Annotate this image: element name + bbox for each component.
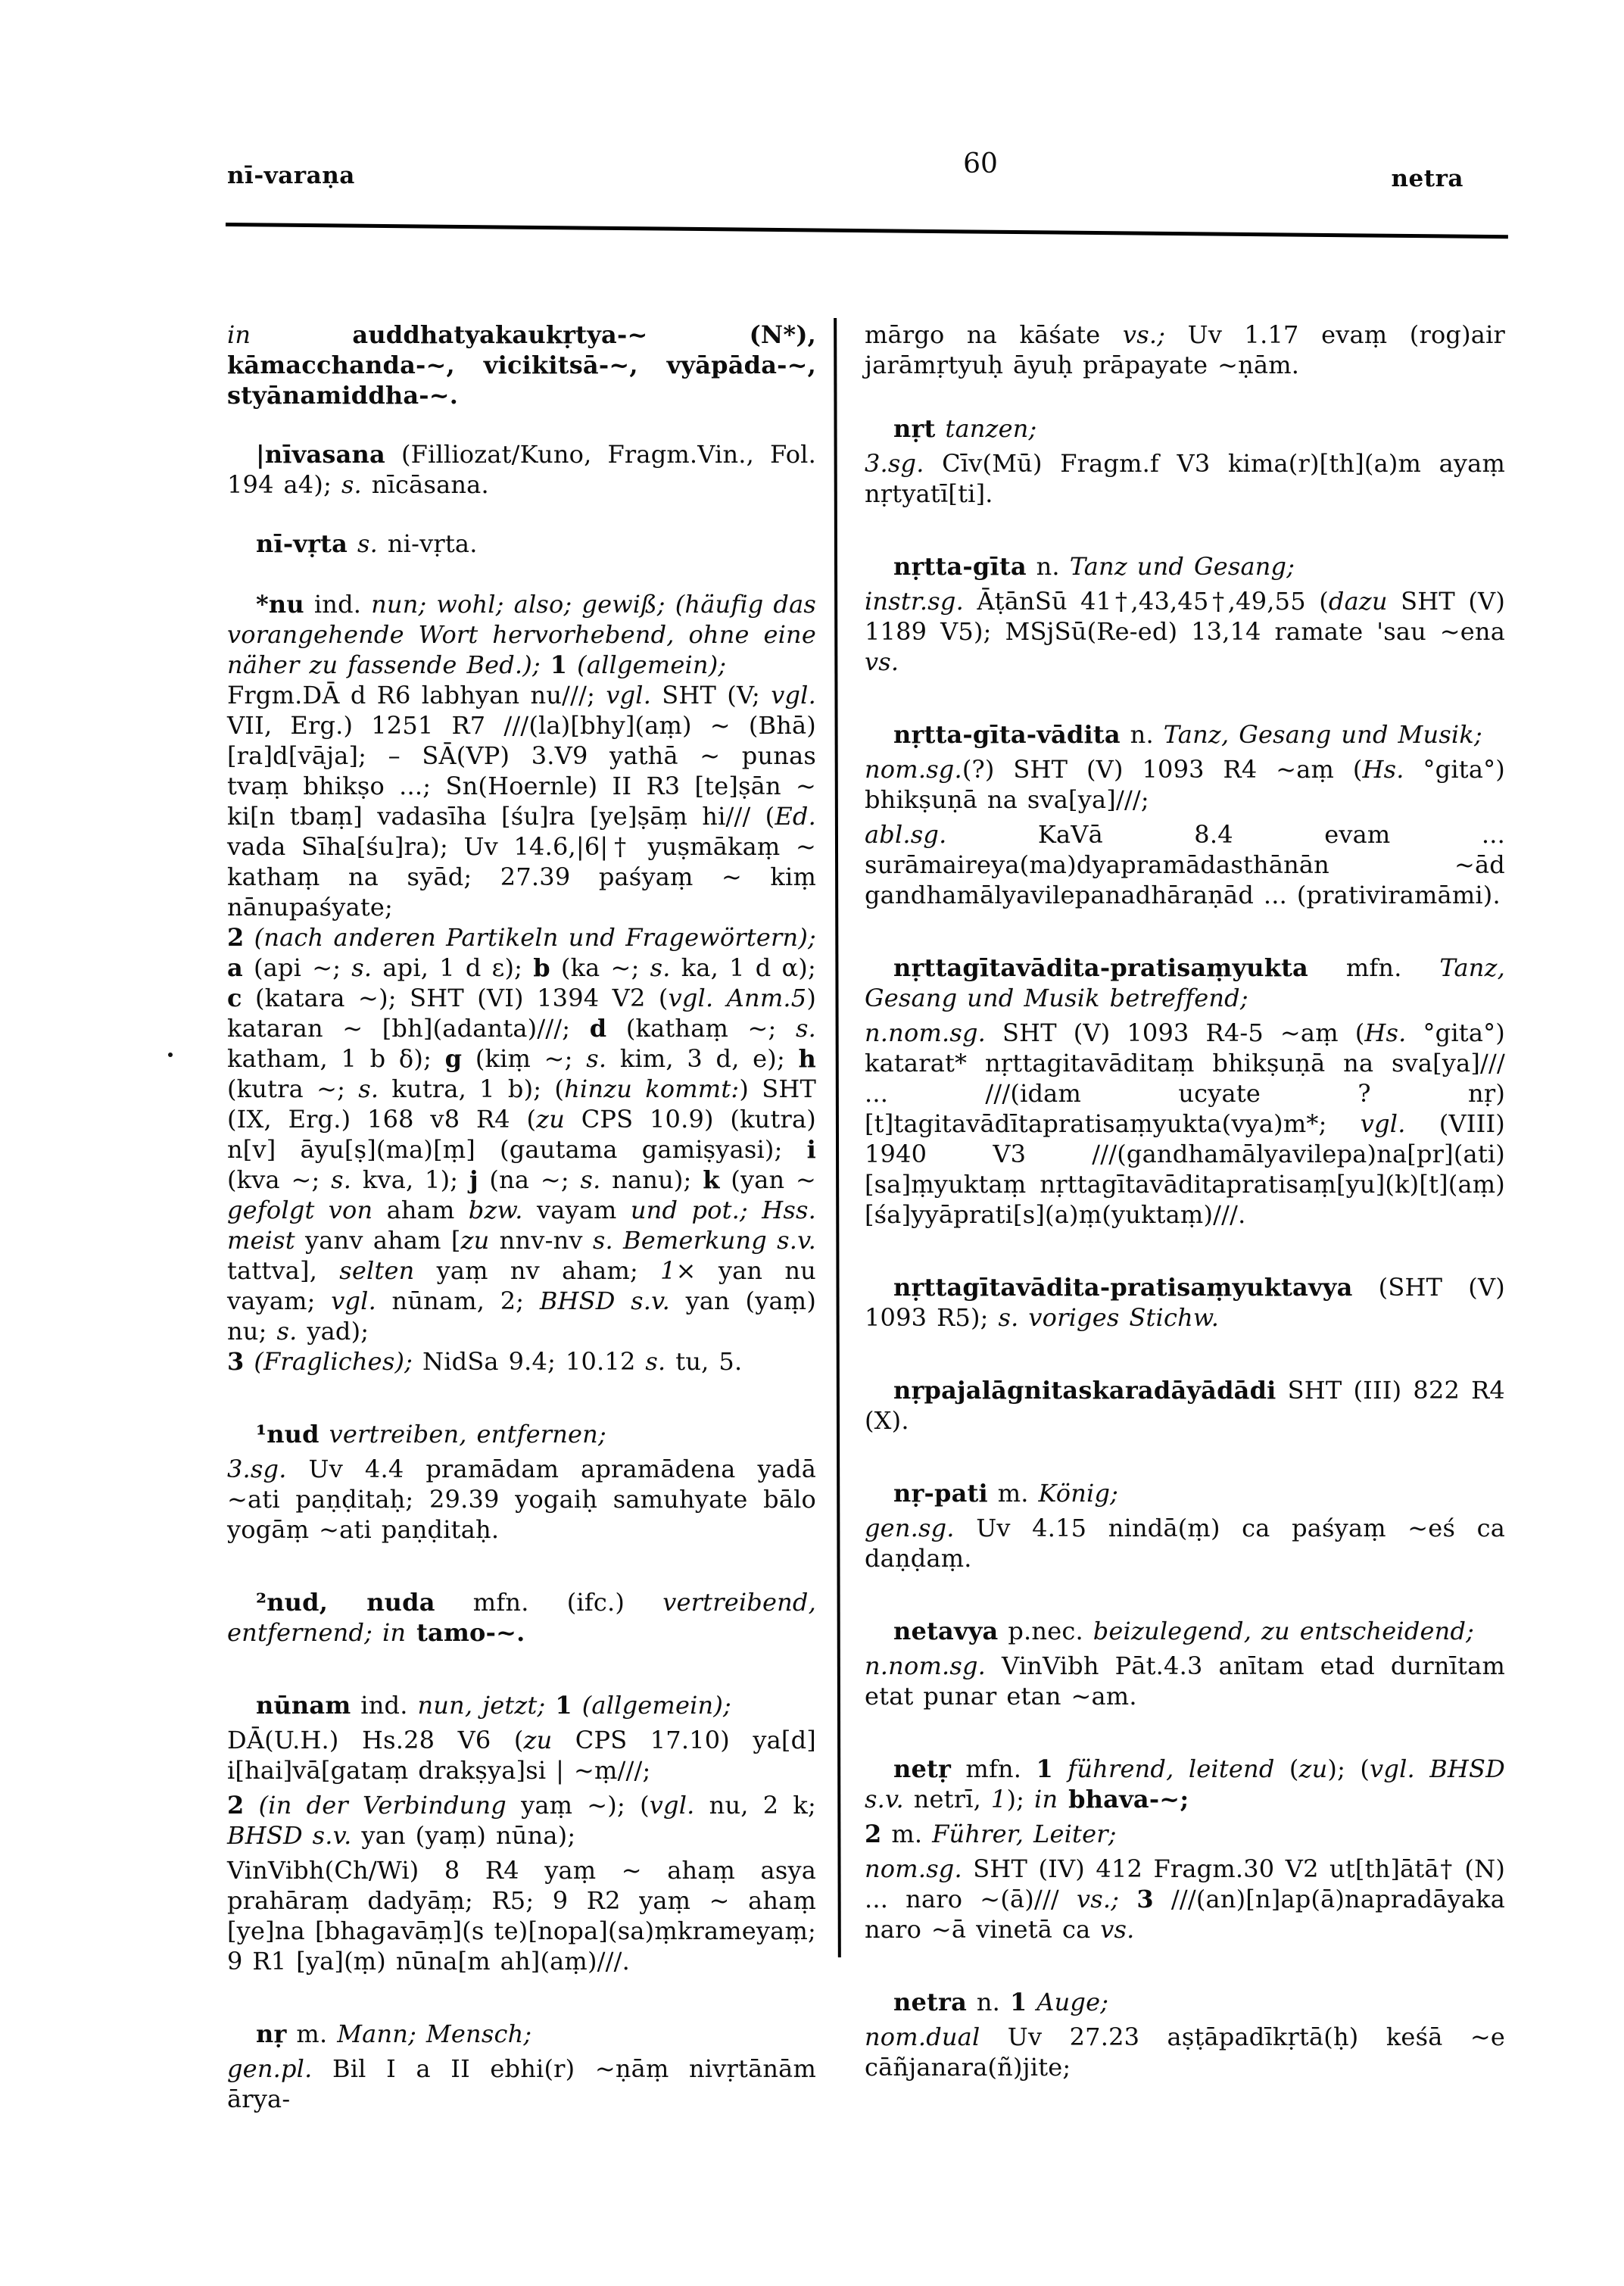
plain-text-segment: ) SHT (IX, Erg.) 168 v8 R4 ( — [227, 1074, 817, 1134]
plain-text-segment: ka, 1 d α); — [670, 953, 816, 982]
plain-text-segment — [936, 414, 946, 443]
bold-text-segment: b — [533, 953, 550, 982]
entry-nivarana-continuation — [227, 320, 816, 410]
plain-text-segment: °gita°) bhikṣuṇā na sva[ya]///; — [865, 755, 1505, 814]
plain-text-segment: DĀ(U.H.) Hs.28 V6 ( — [227, 1726, 524, 1754]
bold-text-segment: 1 — [555, 1691, 572, 1720]
bold-text-segment: |nīvasana — [256, 440, 385, 469]
italic-text-segment: vgl. Anm.5 — [668, 984, 807, 1012]
plain-text-segment: m. — [987, 1479, 1039, 1508]
plain-text-segment — [320, 1420, 329, 1449]
bold-text-segment: nṛttagītavādita-pratisaṃyukta — [893, 953, 1308, 982]
plain-text-segment: Cīv(Mū) Fragm.f V3 kima(r)[th](a)m ayaṃ nṛtyatī[ti]. — [865, 449, 1505, 508]
bold-text-segment: auddhatyakaukṛtya-~ (N*), kāmacchanda-~, vicikitsā-~, vyāpāda-~, styānamiddha-~. — [227, 320, 816, 410]
italic-text-segment: König; — [1038, 1479, 1119, 1508]
plain-text-segment — [348, 529, 357, 558]
entry-nrtta-gita-vadita-citations-2 — [865, 819, 1505, 910]
entry-nr-head — [227, 2019, 816, 2049]
italic-text-segment: vs. — [865, 647, 899, 676]
plain-text-segment: nūnam, 2; — [376, 1286, 540, 1315]
italic-text-segment: hinzu kommt: — [564, 1074, 740, 1103]
plain-text-segment: °gita°) katarat* nṛttagitavāditaṃ bhikṣuṇā na sva[ya]/// ... ///(idam ucyate ? nṛ)[t]tagitavādītapratisaṃyukta(vya)m*; — [865, 1018, 1505, 1138]
bold-text-segment: ²nud, nuda — [256, 1588, 435, 1617]
entry-nr-continuation — [865, 320, 1505, 380]
entry-nrt-citations — [865, 448, 1505, 509]
plain-text-segment: p.nec. — [998, 1617, 1093, 1645]
italic-text-segment: nom.sg. — [865, 755, 962, 784]
plain-text-segment: vayam — [522, 1196, 631, 1224]
plain-text-segment: m. — [286, 2019, 338, 2048]
plain-text-segment: api, 1 d ε); — [372, 953, 534, 982]
bold-text-segment: nṛ-pati — [893, 1479, 988, 1508]
italic-text-segment: zu — [1298, 1754, 1328, 1783]
italic-text-segment: s. — [351, 953, 372, 982]
left-column — [227, 320, 816, 2114]
plain-text-segment: nīcāsana. — [361, 470, 489, 499]
entry-nrttagitavadita-pratisamyukta-head — [865, 953, 1505, 1013]
italic-text-segment: dazu — [1328, 587, 1388, 616]
bold-text-segment: j — [469, 1165, 478, 1194]
plain-text-segment: ĀṭānSū 41†,43,45†,49,55 ( — [963, 587, 1329, 616]
italic-text-segment: 3.sg. — [227, 1455, 287, 1483]
entry-nrtta-gita-vadita-head — [865, 719, 1505, 750]
bold-text-segment: nṛtta-gīta — [893, 552, 1027, 581]
italic-text-segment: Führer, Leiter; — [932, 1820, 1117, 1848]
plain-text-segment — [546, 1691, 556, 1720]
bold-text-segment: nṛt — [893, 414, 936, 443]
bold-text-segment: i — [806, 1135, 816, 1164]
italic-text-segment: Ed. — [775, 802, 816, 831]
italic-text-segment: n.nom.sg. — [865, 1018, 987, 1047]
bold-text-segment: 1 — [1009, 1988, 1027, 2016]
entry-netra-head — [865, 1987, 1505, 2017]
plain-text-segment: (Filliozat/Kuno, Fragm.Vin., Fol. 194 a4); — [227, 440, 816, 499]
plain-text-segment: VinVibh(Ch/Wi) 8 R4 yaṃ ~ ahaṃ asya prahāraṃ dadyāṃ; R5; 9 R2 yaṃ ~ ahaṃ [ye]na [bhagavāṃ](s te)[nopa](sa)ṃkrameyaṃ; 9 R1 [ya](ṃ) nūna[m ah](aṃ)///. — [227, 1856, 816, 1976]
right-column — [865, 320, 1505, 2082]
entry-nunam-sense-2 — [227, 1790, 816, 1851]
italic-text-segment: selten — [339, 1256, 415, 1285]
plain-text-segment: vada Sīha[śu]ra); Uv 14.6,|6|† yuṣmākaṃ ~ kathaṃ na syād; 27.39 paśyaṃ ~ kiṃ nānupaśyate; — [227, 832, 816, 922]
plain-text-segment: aham — [372, 1196, 469, 1224]
italic-text-segment: (in der Verbindung — [244, 1791, 507, 1820]
plain-text-segment: mārgo na kāśate — [865, 320, 1123, 349]
italic-text-segment: vs.; — [1076, 1885, 1120, 1913]
plain-text-segment: ); — [1006, 1785, 1035, 1814]
italic-text-segment: abl.sg. — [865, 820, 947, 849]
entry-netr-sense-2 — [865, 1819, 1505, 1849]
bold-text-segment: nṛtta-gīta-vādita — [893, 720, 1121, 749]
italic-text-segment: 1 — [990, 1785, 1007, 1814]
entry-nu-sense-2 — [227, 922, 816, 1346]
entry-nunam-citations-2 — [227, 1855, 816, 1976]
column-divider-rule — [834, 318, 841, 1957]
bold-text-segment: 2 — [227, 1791, 245, 1820]
italic-text-segment: (Fragliches); — [244, 1347, 413, 1376]
plain-text-segment: (api ~; — [242, 953, 352, 982]
italic-text-segment: Tanz, Gesang und Musik; — [1163, 720, 1482, 749]
plain-text-segment: ( — [1274, 1754, 1299, 1783]
entry-nu-head — [227, 589, 816, 680]
bold-text-segment: nūnam — [256, 1691, 351, 1720]
italic-text-segment: vs. — [1100, 1915, 1135, 1944]
plain-text-segment: (SHT (V) 1093 R5); — [865, 1273, 1505, 1332]
plain-text-segment: (ka ~; — [550, 953, 650, 982]
italic-text-segment: Tanz, Gesang und Musik betreffend; — [865, 953, 1505, 1012]
plain-text-segment: CPS 17.10) ya[d] i[hai]vā[gataṃ drakṣya]si | ~ṃ///; — [227, 1726, 816, 1785]
italic-text-segment: BHSD s.v. — [227, 1821, 352, 1850]
plain-text-segment: Uv 4.15 nindā(ṃ) ca paśyaṃ ~eś ca daṇḍaṃ. — [865, 1514, 1505, 1573]
header-rule — [226, 223, 1508, 239]
bold-text-segment: a — [227, 953, 243, 982]
plain-text-segment: mfn. — [951, 1754, 1036, 1783]
italic-text-segment: in — [1034, 1785, 1058, 1814]
plain-text-segment: ni-vṛta. — [377, 529, 478, 558]
plain-text-segment: ///(an)[n]ap(ā)napradāyaka naro ~ā vinetā ca — [865, 1885, 1505, 1944]
italic-text-segment: 3.sg. — [865, 449, 924, 478]
italic-text-segment: vgl. — [1360, 1109, 1406, 1138]
bold-text-segment: tamo-~. — [406, 1618, 525, 1647]
entry-nr-pati-head — [865, 1478, 1505, 1508]
bold-text-segment: 2 — [865, 1820, 882, 1848]
entry-nr-citations — [227, 2054, 816, 2114]
plain-text-segment: ind. — [304, 590, 372, 619]
plain-text-segment: kim, 3 d, e); — [606, 1044, 799, 1073]
entry-nivasana-head — [227, 439, 816, 500]
bold-text-segment: ¹nud — [256, 1420, 320, 1449]
plain-text-segment: ); ( — [1327, 1754, 1370, 1783]
plain-text-segment: nnv-nv — [489, 1226, 593, 1255]
italic-text-segment: s. — [331, 1165, 352, 1194]
italic-text-segment: s. — [358, 1074, 379, 1103]
plain-text-segment: yaṃ ~); ( — [506, 1791, 650, 1820]
italic-text-segment: s. — [276, 1317, 298, 1346]
italic-text-segment: gefolgt von — [227, 1196, 373, 1224]
italic-text-segment: Hs. — [1362, 755, 1404, 784]
entry-nrtta-gita-citations — [865, 586, 1505, 677]
bold-text-segment: nṛpajalāgnitaskaradāyādādi — [893, 1376, 1276, 1405]
plain-text-segment: KaVā 8.4 evam ... surāmaireya(ma)dyapramādasthānān ~ād gandhamālyavilepanadhāraṇād ... (prativiramāmi). — [865, 820, 1505, 909]
bold-text-segment: c — [227, 984, 242, 1012]
entry-nu-sense-3 — [227, 1346, 816, 1377]
plain-text-segment: netrī, — [903, 1785, 991, 1814]
bold-text-segment: g — [444, 1044, 463, 1073]
italic-text-segment: s. Bemerkung s.v. — [592, 1226, 816, 1255]
plain-text-segment: (kutra ~; — [227, 1074, 359, 1103]
italic-text-segment: gen.sg. — [865, 1514, 955, 1542]
entry-netr-citations — [865, 1854, 1505, 1945]
italic-text-segment: s. — [796, 1014, 816, 1043]
plain-text-segment: nu, 2 k; — [694, 1791, 816, 1820]
plain-text-segment — [1053, 1754, 1068, 1783]
bold-text-segment: d — [589, 1014, 607, 1043]
italic-text-segment: vertreiben, entfernen; — [329, 1420, 606, 1449]
italic-text-segment: zu — [536, 1105, 566, 1134]
italic-text-segment: Hs. — [1364, 1018, 1407, 1047]
italic-text-segment: s. — [357, 529, 378, 558]
italic-text-segment: s. — [645, 1347, 666, 1376]
entry-nrtta-gita-vadita-citations-1 — [865, 754, 1505, 815]
plain-text-segment: yanv aham [ — [295, 1226, 461, 1255]
plain-text-segment: Uv 27.23 aṣṭāpadīkṛtā(ḥ) keśā ~e cāñjanara(ñ)jite; — [865, 2022, 1505, 2082]
italic-text-segment: vgl. — [606, 681, 652, 710]
plain-text-segment: SHT (IV) 412 Fragm.30 V2 ut[th]ātā† (N) ... naro ~(ā)/// — [865, 1854, 1505, 1913]
italic-text-segment: vs.; — [1122, 320, 1166, 349]
plain-text-segment: SHT (V; — [651, 681, 771, 710]
plain-text-segment: (kiṃ ~; — [462, 1044, 587, 1073]
italic-text-segment: BHSD s.v. — [539, 1286, 671, 1315]
plain-text-segment: yan nu vayam; — [227, 1256, 816, 1315]
plain-text-segment: mfn. (ifc.) — [435, 1588, 663, 1617]
italic-text-segment: s. — [341, 470, 362, 499]
plain-text-segment: kutra, 1 b); ( — [379, 1074, 565, 1103]
bold-text-segment: netavya — [893, 1617, 999, 1645]
entry-nud2-head — [227, 1587, 816, 1648]
entry-nunam-head — [227, 1690, 816, 1720]
plain-text-segment: (VIII) 1940 V3 ///(gandhamālyavilepa)na[pr](ati)[sa]ṃyuktaṃ nṛttagītavāditapratisaṃ[yu](k)[t](aṃ) [śa]yyāprati[s](a)ṃ(yuktaṃ)///. — [865, 1109, 1505, 1229]
scan-artifact-dot — [168, 1053, 173, 1057]
entry-nr-pati-citations — [865, 1513, 1505, 1573]
italic-text-segment: Auge; — [1036, 1988, 1109, 2016]
plain-text-segment: ) kataran ~ [bh](adanta)///; — [227, 984, 816, 1043]
running-head-right-keyword: netra — [1391, 165, 1463, 192]
bold-text-segment: netra — [893, 1988, 967, 2016]
bold-text-segment: nī-vṛta — [256, 529, 348, 558]
italic-text-segment: nom.dual — [865, 2022, 980, 2051]
italic-text-segment: zu — [523, 1726, 553, 1754]
bold-text-segment: *nu — [256, 590, 304, 619]
italic-text-segment: 1× — [660, 1256, 697, 1285]
italic-text-segment: s. — [650, 953, 671, 982]
plain-text-segment: SHT (V) 1189 V5); MSjSū(Re-ed) 13,14 ramate 'sau ~ena — [865, 587, 1505, 646]
italic-text-segment: nom.sg. — [865, 1854, 962, 1883]
plain-text-segment: kva, 1); — [351, 1165, 469, 1194]
entry-nrt-head — [865, 413, 1505, 444]
plain-text-segment: (na ~; — [478, 1165, 581, 1194]
bold-text-segment: netṛ — [893, 1754, 952, 1783]
running-head-left-keyword: nī-varaṇa — [227, 162, 355, 189]
plain-text-segment: yan (yaṃ) nu; — [227, 1286, 816, 1346]
entry-nunam-citations-1 — [227, 1725, 816, 1785]
italic-text-segment: tanzen; — [945, 414, 1037, 443]
plain-text-segment: katham, 1 b δ); — [227, 1044, 445, 1073]
entry-nu-citations-1 — [227, 680, 816, 922]
plain-text-segment: m. — [881, 1820, 933, 1848]
plain-text-segment: (?) SHT (V) 1093 R4 ~aṃ ( — [962, 755, 1363, 784]
bold-text-segment: 3 — [227, 1347, 245, 1376]
italic-text-segment: und pot.; Hss. meist — [227, 1196, 816, 1255]
plain-text-segment: yad); — [297, 1317, 369, 1346]
plain-text-segment: nanu); — [600, 1165, 703, 1194]
plain-text-segment: NidSa 9.4; 10.12 — [413, 1347, 646, 1376]
plain-text-segment: Frgm.DĀ d R6 labhyan nu///; — [227, 681, 606, 710]
plain-text-segment: VII, Erg.) 1251 R7 ///(la)[bhy](aṃ) ~ (Bhā)[ra]d[vāja]; – SĀ(VP) 3.V9 yathā ~ punas tvaṃ bhikṣo ...; Sn(Hoernle) II R3 [te]ṣān ~ ki[n tbaṃ] vadasīha [śu]ra [ye]ṣāṃ hi/// ( — [227, 711, 816, 831]
bold-text-segment: 1 — [1036, 1754, 1053, 1783]
italic-text-segment: (allgemein); — [567, 650, 727, 679]
italic-text-segment: s. — [580, 1165, 601, 1194]
italic-text-segment: vgl. — [649, 1791, 695, 1820]
plain-text-segment: Uv 1.17 evaṃ (rog)air jarāmṛtyuḥ āyuḥ prāpayate ~ṇām. — [865, 320, 1506, 379]
italic-text-segment: zu — [460, 1226, 490, 1255]
bold-text-segment: bhava-~; — [1058, 1785, 1189, 1814]
bold-text-segment: 3 — [1136, 1885, 1154, 1913]
plain-text-segment: n. — [967, 1988, 1010, 2016]
plain-text-segment: tattva], — [227, 1256, 340, 1285]
italic-text-segment: Tanz und Gesang; — [1069, 552, 1295, 581]
italic-text-segment: vgl. BHSD s.v. — [865, 1754, 1506, 1814]
bold-text-segment: h — [798, 1044, 817, 1073]
italic-text-segment: vgl. — [331, 1286, 376, 1315]
plain-text-segment: VinVibh Pāt.4.3 anītam etad durnītam etat punar etan ~am. — [865, 1651, 1505, 1711]
italic-text-segment: nun, jetzt; — [417, 1691, 546, 1720]
italic-text-segment: Mann; Mensch; — [337, 2019, 532, 2048]
italic-text-segment: nun; wohl; also; gewiß; (häufig das vorangehende Wort hervorhebend, ohne eine näher zu fassende Bed.); — [227, 590, 817, 679]
italic-text-segment: gen.pl. — [227, 2054, 313, 2083]
plain-text-segment: (katara ~); SHT (VI) 1394 V2 ( — [242, 984, 669, 1012]
page-number: 60 — [963, 148, 998, 179]
italic-text-segment: vertreibend, entfernend; in — [227, 1588, 816, 1647]
bold-text-segment: 2 — [227, 923, 245, 952]
plain-text-segment: n. — [1026, 552, 1070, 581]
entry-netra-citations — [865, 2022, 1505, 2082]
bold-text-segment: 1 — [550, 650, 568, 679]
entry-netavya-head — [865, 1616, 1505, 1646]
bold-text-segment: nṛ — [256, 2019, 287, 2048]
plain-text-segment: SHT (III) 822 R4 (X). — [865, 1376, 1505, 1435]
entry-nrttagitavadita-pratisamyukta-citations — [865, 1018, 1505, 1230]
plain-text-segment: yan (yaṃ) nūna); — [351, 1821, 576, 1850]
entry-nrtta-gita-head — [865, 551, 1505, 582]
entry-nud1-citations — [227, 1454, 816, 1545]
entry-nrpajalagni-head — [865, 1375, 1505, 1436]
plain-text-segment: yaṃ nv aham; — [414, 1256, 661, 1285]
plain-text-segment — [1119, 1885, 1136, 1913]
entry-ni-vrta-head — [227, 529, 816, 559]
italic-text-segment: (allgemein); — [572, 1691, 731, 1720]
italic-text-segment: bzw. — [468, 1196, 523, 1224]
plain-text-segment: (kva ~; — [227, 1165, 332, 1194]
entry-nud1-head — [227, 1419, 816, 1449]
entry-netr-head — [865, 1754, 1505, 1814]
entry-nrttagitavadita-pratisamyuktavya-head — [865, 1272, 1505, 1333]
italic-text-segment: in — [227, 320, 251, 349]
italic-text-segment: s. — [586, 1044, 607, 1073]
italic-text-segment: vgl. — [771, 681, 816, 710]
italic-text-segment: beizulegend, zu entscheidend; — [1093, 1617, 1475, 1645]
plain-text-segment: tu, 5. — [665, 1347, 743, 1376]
italic-text-segment: (nach anderen Partikeln und Fragewörtern); — [244, 923, 816, 952]
italic-text-segment: führend, leitend — [1068, 1754, 1275, 1783]
plain-text-segment: n. — [1120, 720, 1164, 749]
plain-text-segment: Bil I a II ebhi(r) ~ṇāṃ nivṛtānām ārya- — [227, 2054, 816, 2113]
entry-netavya-citations — [865, 1651, 1505, 1711]
plain-text-segment: SHT (V) 1093 R4-5 ~aṃ ( — [986, 1018, 1365, 1047]
plain-text-segment — [1027, 1988, 1036, 2016]
italic-text-segment: s. voriges Stichw. — [998, 1303, 1220, 1332]
bold-text-segment: nṛttagītavādita-pratisaṃyuktavya — [893, 1273, 1353, 1302]
bold-text-segment: k — [703, 1165, 720, 1194]
plain-text-segment: (yan ~ — [719, 1165, 816, 1194]
italic-text-segment: instr.sg. — [865, 587, 964, 616]
italic-text-segment: n.nom.sg. — [865, 1651, 987, 1680]
plain-text-segment: CPS 10.9) (kutra) n[v] āyu[ṣ](ma)[ṃ] (gautama gamiṣyasi); — [227, 1105, 816, 1164]
plain-text-segment: Uv 4.4 pramādam apramādena yadā ~ati paṇḍitaḥ; 29.39 yogaiḥ samuhyate bālo yogāṃ ~ati paṇḍitaḥ. — [227, 1455, 816, 1544]
plain-text-segment: ind. — [351, 1691, 418, 1720]
plain-text-segment: mfn. — [1308, 953, 1440, 982]
plain-text-segment: (kathaṃ ~; — [606, 1014, 796, 1043]
